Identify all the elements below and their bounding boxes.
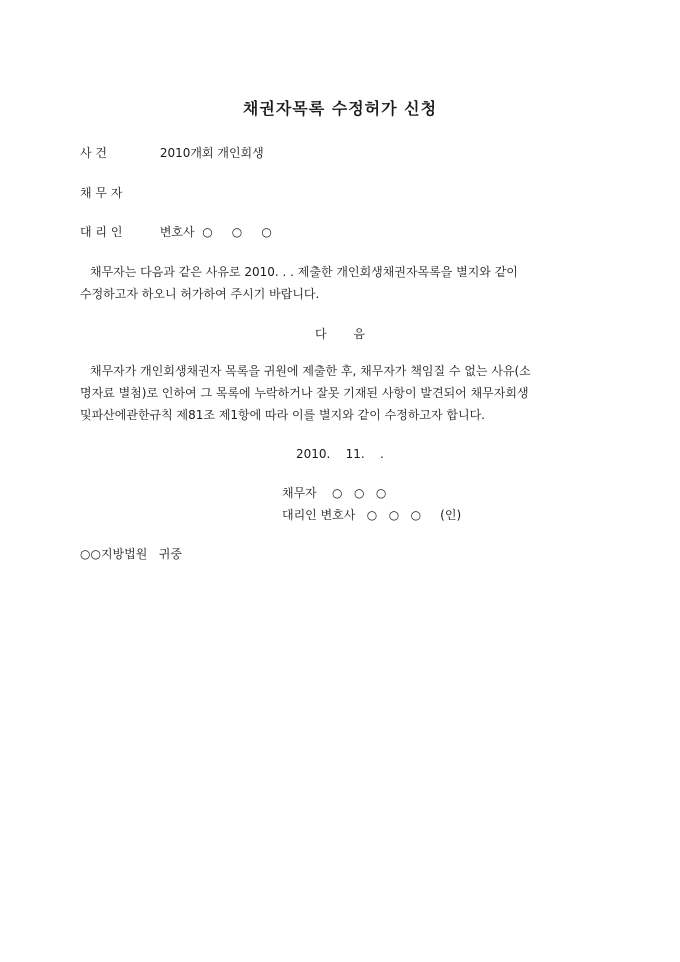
document-title: 채권자목록 수정허가 신청	[242, 99, 438, 118]
agent-row	[80, 224, 272, 240]
case-row	[80, 145, 264, 161]
case-value: 2010개회 개인회생	[159, 146, 264, 160]
case-label: 사 건	[80, 146, 107, 160]
court-addressee: ○○지방법원 귀중	[80, 547, 182, 561]
date-line: 2010. 11. .	[296, 447, 384, 461]
agent-value: 변호사 ○ ○ ○	[159, 225, 272, 239]
paragraph2-line1: 채무자가 개인회생채권자 목록을 귀원에 제출한 후, 채무자가 책임질 수 없는 사유(소	[90, 364, 531, 378]
paragraph1-line2: 수정하고자 하오니 허가하여 주시기 바랍니다.	[80, 287, 320, 301]
paragraph2-line3: 및파산에관한규칙 제81조 제1항에 따라 이를 별지와 같이 수정하고자 합니다.	[80, 408, 485, 422]
paragraph1-line1: 채무자는 다음과 같은 사유로 2010. . . 제출한 개인회생채권자목록을 별지와 같이	[90, 265, 518, 279]
debtor-row	[80, 185, 122, 201]
section-heading: 다 음	[315, 327, 365, 341]
signer-agent: 대리인 변호사 ○ ○ ○ (인)	[282, 508, 462, 522]
paragraph2-line2: 명자료 별첨)로 인하여 그 목록에 누락하거나 잘못 기재된 사항이 발견되어 채무자회생	[80, 386, 529, 400]
agent-label: 대 리 인	[80, 225, 123, 239]
signer-debtor: 채무자 ○ ○ ○	[282, 486, 387, 500]
debtor-label: 채 무 자	[80, 186, 123, 200]
